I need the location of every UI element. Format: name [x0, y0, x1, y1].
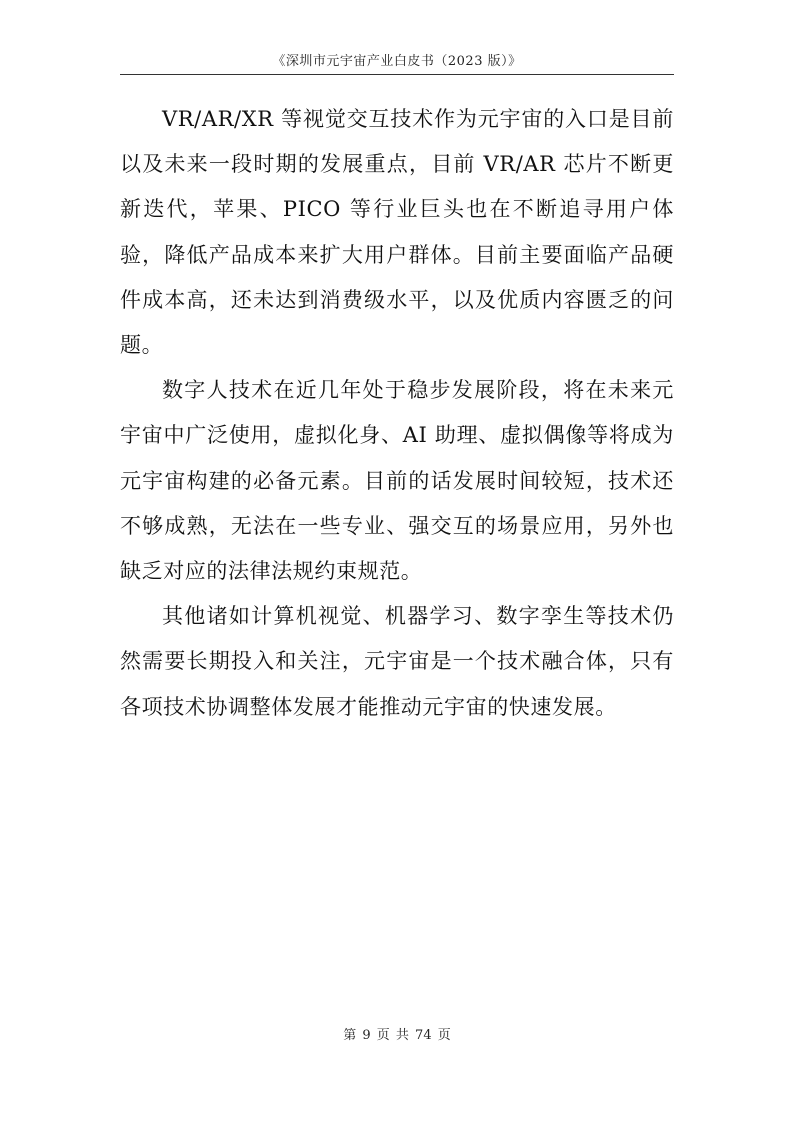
document-body — [120, 97, 674, 730]
header-divider — [120, 74, 674, 75]
page-number-footer: 第 9 页 共 74 页 — [343, 1028, 451, 1043]
paragraph-digital-human: 数字人技术在近几年处于稳步发展阶段，将在未来元宇宙中广泛使用，虚拟化身、AI 助理、虚拟偶像等将成为元宇宙构建的必备元素。目前的话发展时间较短，技术还不够成熟，无法在一些专业、强交互的场景应用，另外也缺乏对应的法律法规约束规范。 — [120, 378, 674, 584]
running-header: 《深圳市元宇宙产业白皮书（2023 版）》 — [272, 54, 522, 69]
paragraph-other-technologies: 其他诸如计算机视觉、机器学习、数字孪生等技术仍然需要长期投入和关注，元宇宙是一个技术融合体，只有各项技术协调整体发展才能推动元宇宙的快速发展。 — [120, 604, 674, 719]
paragraph-vr-ar-xr: VR/AR/XR 等视觉交互技术作为元宇宙的入口是目前以及未来一段时期的发展重点，目前 VR/AR 芯片不断更新迭代，苹果、PICO 等行业巨头也在不断追寻用户体验，降低产品成本来扩大用户群体。目前主要面临产品硬件成本高，还未达到消费级水平，以及优质内容匮乏的问题。 — [120, 107, 674, 358]
